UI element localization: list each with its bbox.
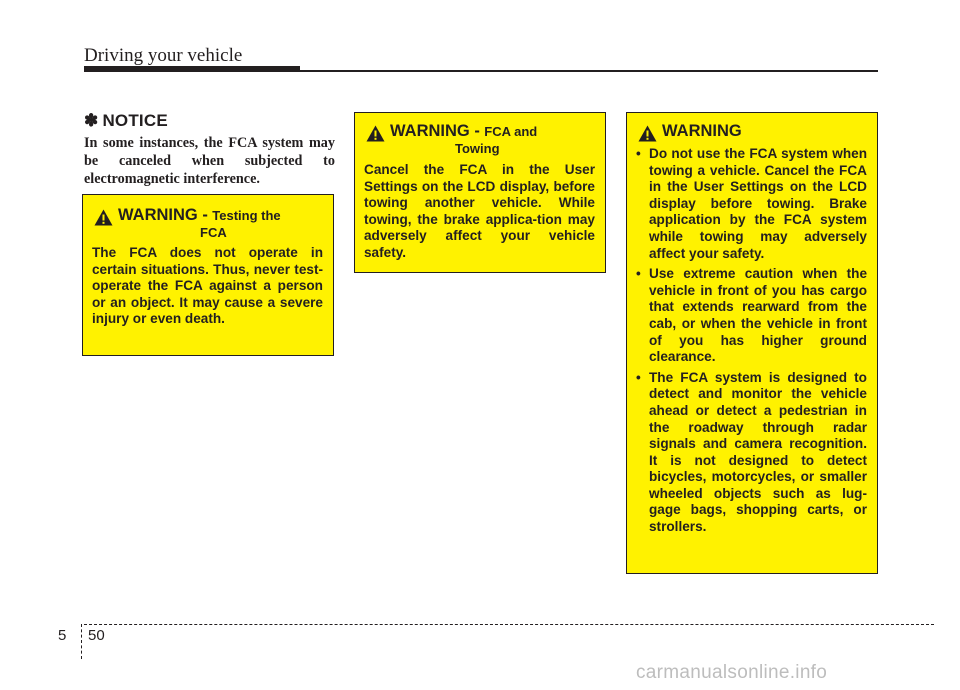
notice-heading-text: NOTICE — [102, 111, 168, 130]
list-item — [636, 146, 867, 262]
notice-heading — [84, 111, 168, 131]
warning-topic-line1: FCA and — [484, 124, 538, 139]
list-item — [636, 370, 867, 536]
warning-box-testing — [82, 194, 334, 356]
warning-topic-line2: FCA — [200, 225, 227, 240]
warning-body: The FCA does not operate in certain situations. Thus, never test-operate the FCA against a person or an object. It may cause a severe injury or even death. — [92, 245, 323, 327]
warning-triangle-icon — [94, 209, 113, 226]
notice-body: In some instances, the FCA system may be canceled when subjected to electromagnetic interference. — [84, 135, 335, 187]
section-title: Driving your vehicle — [84, 45, 243, 66]
warning-label: WARNING — [662, 122, 742, 140]
bullet-icon: • — [636, 369, 641, 385]
list-item — [636, 266, 867, 366]
watermark: carmanualsonline.info — [636, 662, 828, 683]
warning-triangle-icon — [366, 125, 385, 142]
header-rule-thick — [84, 66, 300, 72]
chapter-number: 5 — [58, 627, 67, 644]
header-rule-thin — [300, 70, 878, 72]
warning-header — [355, 122, 605, 141]
warning-body: Cancel the FCA in the User Settings on the LCD display, before towing another vehicle. While towing, the brake applica-tion may adversely affect your vehicle safety. — [364, 162, 595, 260]
bullet-icon: • — [636, 266, 641, 282]
list-item-text: Do not use the FCA system when towing a vehicle. Cancel the FCA in the User Settings on the LCD display before towing. Brake application by the FCA system while towing may adversely affect your safety. — [649, 146, 867, 261]
warning-triangle-icon — [638, 125, 657, 142]
warning-topic-line1: Testing the — [212, 208, 281, 223]
footer-rule — [84, 624, 934, 625]
list-item-text: The FCA system is designed to detect and monitor the vehicle ahead or detect a pedestrian in the roadway through radar signals and camera recognition. It is not designed to detect bicycles, motorcycles, or smaller wheeled objects such as lug-gage bags, shopping carts, or strollers. — [649, 369, 867, 535]
warning-bullet-list — [636, 146, 867, 536]
warning-label: WARNING - — [118, 206, 208, 224]
warning-label: WARNING - — [390, 122, 480, 140]
warning-header — [627, 122, 877, 141]
warning-header — [83, 206, 333, 225]
page-number: 50 — [88, 627, 105, 644]
notice-star-icon: ✽ — [84, 111, 99, 130]
warning-topic-line2: Towing — [455, 141, 500, 156]
warning-box-towing — [354, 112, 606, 273]
footer-divider — [81, 624, 82, 659]
list-item-text: Use extreme caution when the vehicle in front of you has cargo that extends rearward from the cab, or when the vehicle in front of you has higher ground clearance. — [649, 266, 867, 365]
bullet-icon: • — [636, 146, 641, 161]
warning-box-general — [626, 112, 878, 574]
